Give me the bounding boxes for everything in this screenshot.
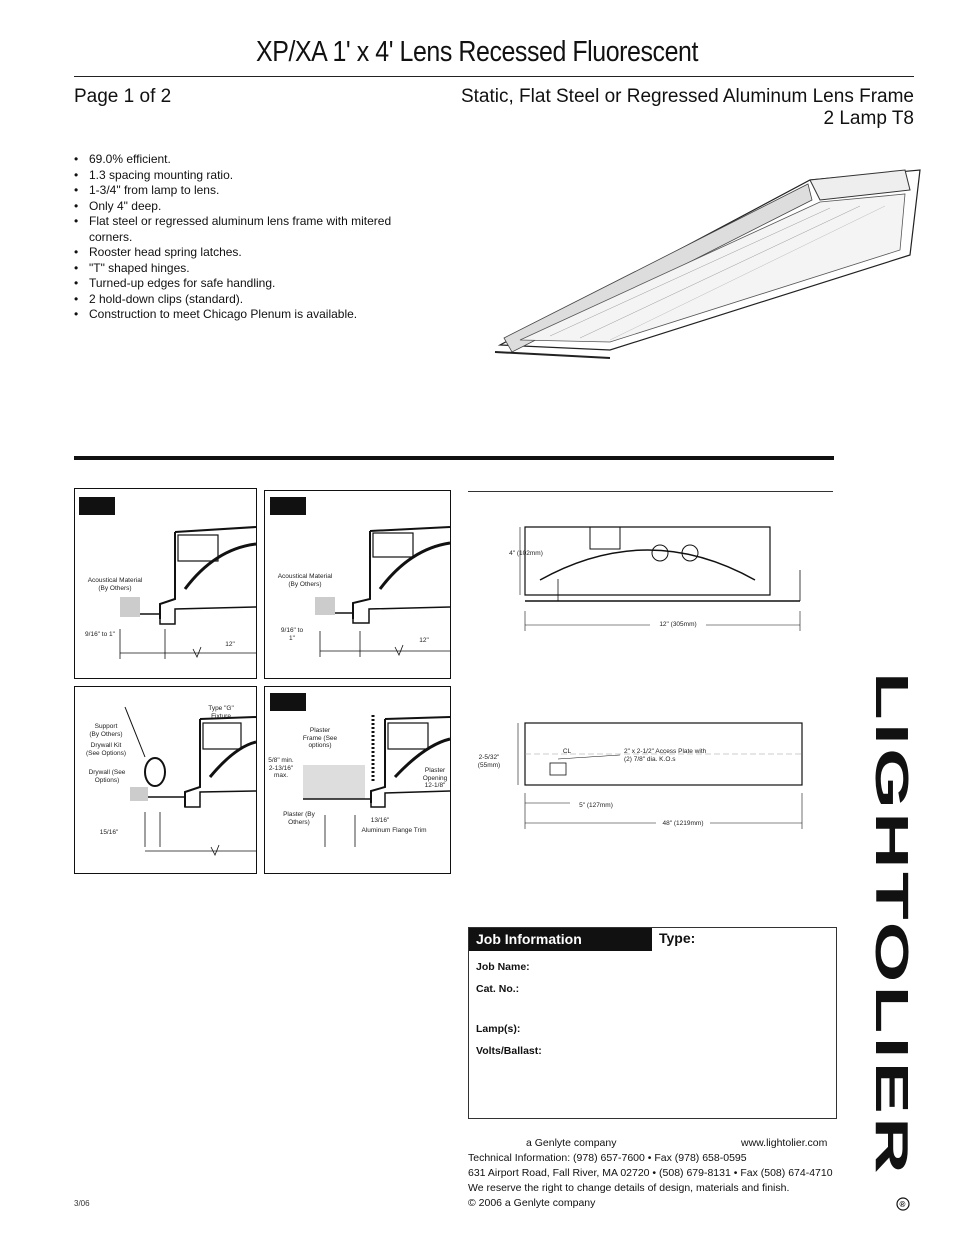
- material-note: Acoustical Material (By Others): [277, 573, 333, 588]
- support-note: Support (By Others): [89, 723, 123, 738]
- frame-note: Plaster Frame (See options): [302, 727, 338, 749]
- company-line: a Genlyte company: [526, 1137, 617, 1149]
- copyright: © 2006 a Genlyte company: [468, 1197, 596, 1209]
- feature-item: • Rooster head spring latches.: [74, 245, 434, 261]
- subtitle-line-2: 2 Lamp T8: [823, 108, 914, 129]
- cat-no-field[interactable]: Cat. No.:: [476, 983, 520, 995]
- tech-info: Technical Information: (978) 657-7600 • Fax (978) 658-0595: [468, 1152, 747, 1164]
- type-field[interactable]: Type:: [659, 930, 696, 946]
- dimension-label: 9/16" to 1": [85, 631, 115, 638]
- feature-item: • Construction to meet Chicago Plenum is available.: [74, 307, 434, 323]
- title-rule: [74, 76, 914, 77]
- address: 631 Airport Road, Fall River, MA 02720 • (508) 679-8131 • Fax (508) 674-4710: [468, 1167, 833, 1179]
- job-information-box: [468, 927, 837, 1119]
- fixture-illustration: [490, 160, 920, 360]
- kit-note: Drywall Kit (See Options): [85, 742, 127, 757]
- website-link[interactable]: www.lightolier.com: [741, 1137, 828, 1149]
- fixture-note: Type "G" Fixture: [208, 705, 234, 720]
- brand-name: LIGHTOLIER: [866, 672, 918, 970]
- subtitle: [461, 86, 914, 130]
- section-divider: [74, 456, 834, 460]
- feature-item: • 69.0% efficient.: [74, 152, 434, 168]
- access-plate-note: 2" x 2-1/2" Access Plate with (2) 7/8" dia. K.O.s: [624, 748, 707, 763]
- dimension-label: 12": [419, 637, 429, 644]
- feature-item: • 1.3 spacing mounting ratio.: [74, 168, 434, 184]
- plan-drawing: [470, 715, 835, 830]
- dimension-rule: [468, 491, 833, 492]
- disclaimer: We reserve the right to change details of design, materials and finish.: [468, 1182, 790, 1194]
- subtitle-line-1: Static, Flat Steel or Regressed Aluminum Lens Frame: [460, 86, 914, 107]
- page-number: Page 1 of 2: [74, 86, 172, 107]
- length-dimension: 48" (1219mm): [656, 820, 710, 828]
- feature-list: [74, 152, 434, 323]
- mounting-detail-3: [74, 686, 257, 874]
- feature-item: • Only 4" deep.: [74, 199, 434, 215]
- dimension-label: 15/16": [99, 829, 119, 836]
- feature-item: • Flat steel or regressed aluminum lens frame with mitered corners.: [74, 214, 434, 245]
- thickness-note: 5/8" min. 2-13/16" max.: [268, 757, 294, 779]
- lamps-field[interactable]: Lamp(s):: [476, 1023, 521, 1035]
- feature-item: • 1-3/4" from lamp to lens.: [74, 183, 434, 199]
- material-note: Acoustical Material (By Others): [87, 577, 143, 592]
- feature-item: • Turned-up edges for safe handling.: [74, 276, 434, 292]
- feature-item: • "T" shaped hinges.: [74, 261, 434, 277]
- drywall-note: Drywall (See Options): [88, 769, 126, 784]
- dimension-label: 13/16": [370, 817, 390, 824]
- mounting-detail-2: [264, 490, 451, 679]
- page-title: XP/XA 1' x 4' Lens Recessed Fluorescent: [256, 36, 698, 68]
- mounting-detail-1: [74, 488, 257, 679]
- volts-ballast-field[interactable]: Volts/Ballast:: [476, 1045, 542, 1057]
- dimension-label: 9/16" to 1": [280, 627, 304, 642]
- brand-logo: [866, 672, 918, 1232]
- plaster-note: Plaster (By Others): [283, 811, 315, 826]
- job-information-heading: Job Information: [469, 928, 652, 951]
- offset-dimension: 5" (127mm): [579, 802, 613, 809]
- opening-note: Plaster Opening 12-1/8": [422, 767, 448, 789]
- mounting-detail-4: [264, 686, 451, 874]
- centerline-label: CL: [562, 748, 572, 755]
- feature-item: • 2 hold-down clips (standard).: [74, 292, 434, 308]
- trim-note: Aluminum Flange Trim: [361, 827, 427, 834]
- width-dimension: 12" (305mm): [650, 621, 706, 629]
- side-dimension: 2-5/32" (55mm): [477, 754, 501, 769]
- height-dimension: 4" (102mm): [509, 550, 543, 557]
- dimension-label: 12": [225, 641, 235, 648]
- job-name-field[interactable]: Job Name:: [476, 961, 530, 973]
- registered-mark: ®: [899, 1200, 906, 1209]
- revision-date: 3/06: [74, 1199, 90, 1208]
